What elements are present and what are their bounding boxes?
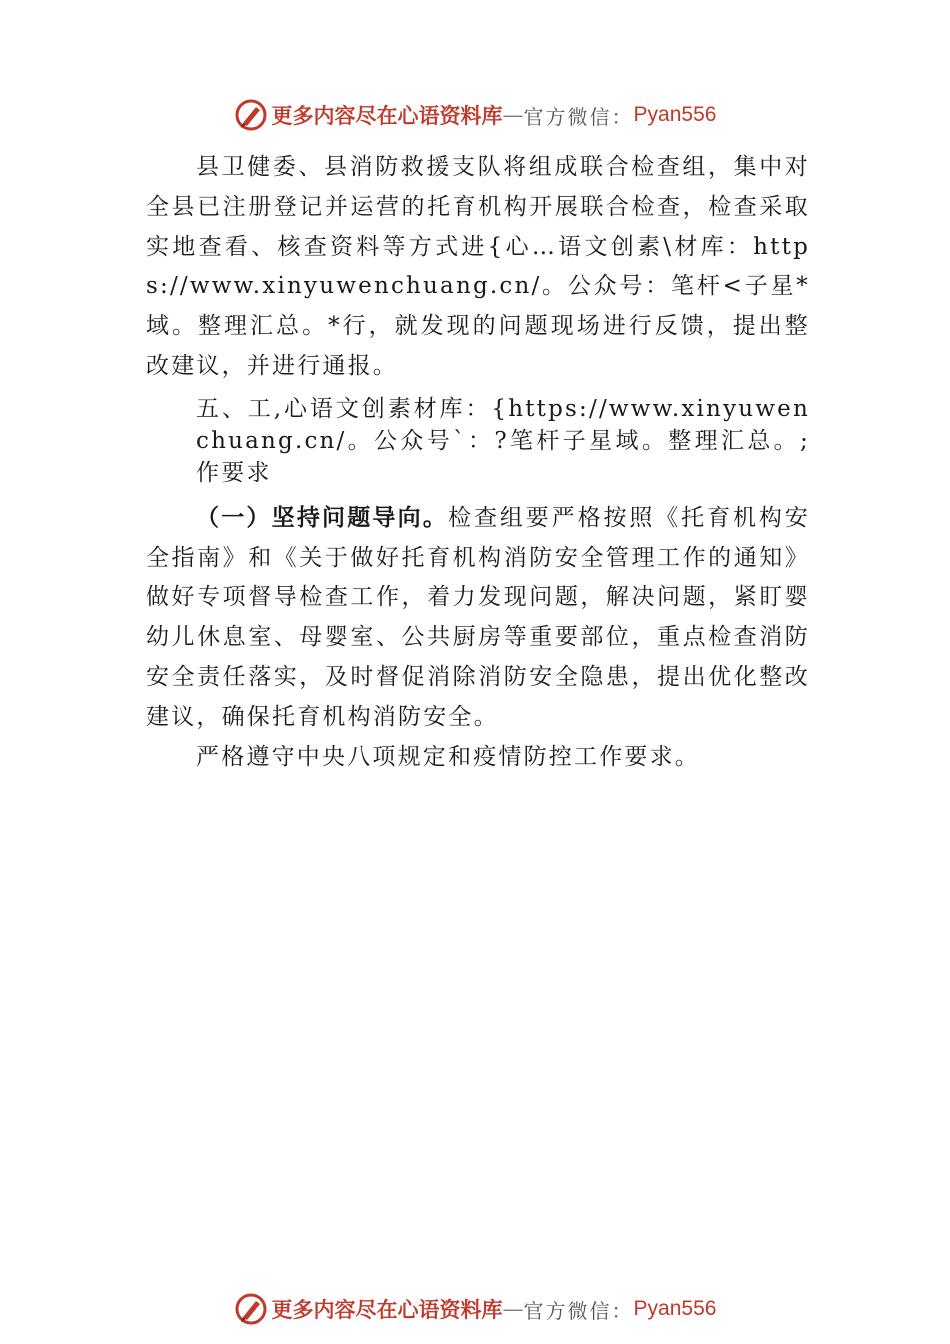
subheading-problem-oriented: （一）坚持问题导向。 bbox=[196, 504, 449, 531]
header-banner bbox=[0, 95, 950, 135]
footer-wechat-id: Pyan556 bbox=[633, 1297, 717, 1320]
document-body bbox=[146, 148, 810, 777]
paragraph-inspection: 县卫健委、县消防救援支队将组成联合检查组，集中对全县已注册登记并运营的托育机构开展联合检查，检查采取实地查看、核查资料等方式进{心…语文创素\材库：https://www.xinyuwenchuang.cn/。公众号：笔杆<子星*域。整理汇总。*行，就发现的问题现场进行反馈，提出整改建议，并进行通报。 bbox=[146, 154, 810, 379]
footer-separator: — bbox=[502, 1297, 524, 1321]
paragraph-regulations: 严格遵守中央八项规定和疫情防控工作要求。 bbox=[196, 743, 700, 770]
footer-banner bbox=[0, 1289, 950, 1329]
header-brand-text: 更多内容尽在心语资料库 bbox=[271, 103, 503, 128]
paragraph-problem-oriented bbox=[146, 499, 810, 738]
section-heading-work-requirements: 五、工,心语文创素材库：{https://www.xinyuwenchuang.cn/。公众号`：?笔杆子星域。整理汇总。;作要求 bbox=[196, 395, 810, 486]
header-wechat-label: 官方微信： bbox=[523, 104, 634, 129]
header-separator: — bbox=[502, 103, 524, 127]
pen-logo-icon bbox=[234, 1292, 268, 1326]
header-wechat-id: Pyan556 bbox=[633, 103, 717, 126]
paragraph-problem-oriented-text: 检查组要严格按照《托育机构安全指南》和《关于做好托育机构消防安全管理工作的通知》 做好专项督导检查工作，着力发现问题，解决问题，紧盯婴幼儿休息室、母婴室、公共厨房等重要部位，重点检查消防安全责任落实，及时督促消除消防安全隐患，提出优化整改建议，确保托育机构消防安全。 bbox=[146, 504, 810, 730]
pen-logo-icon bbox=[234, 98, 268, 132]
footer-wechat-label: 官方微信： bbox=[523, 1298, 634, 1323]
footer-brand-text: 更多内容尽在心语资料库 bbox=[271, 1297, 503, 1322]
